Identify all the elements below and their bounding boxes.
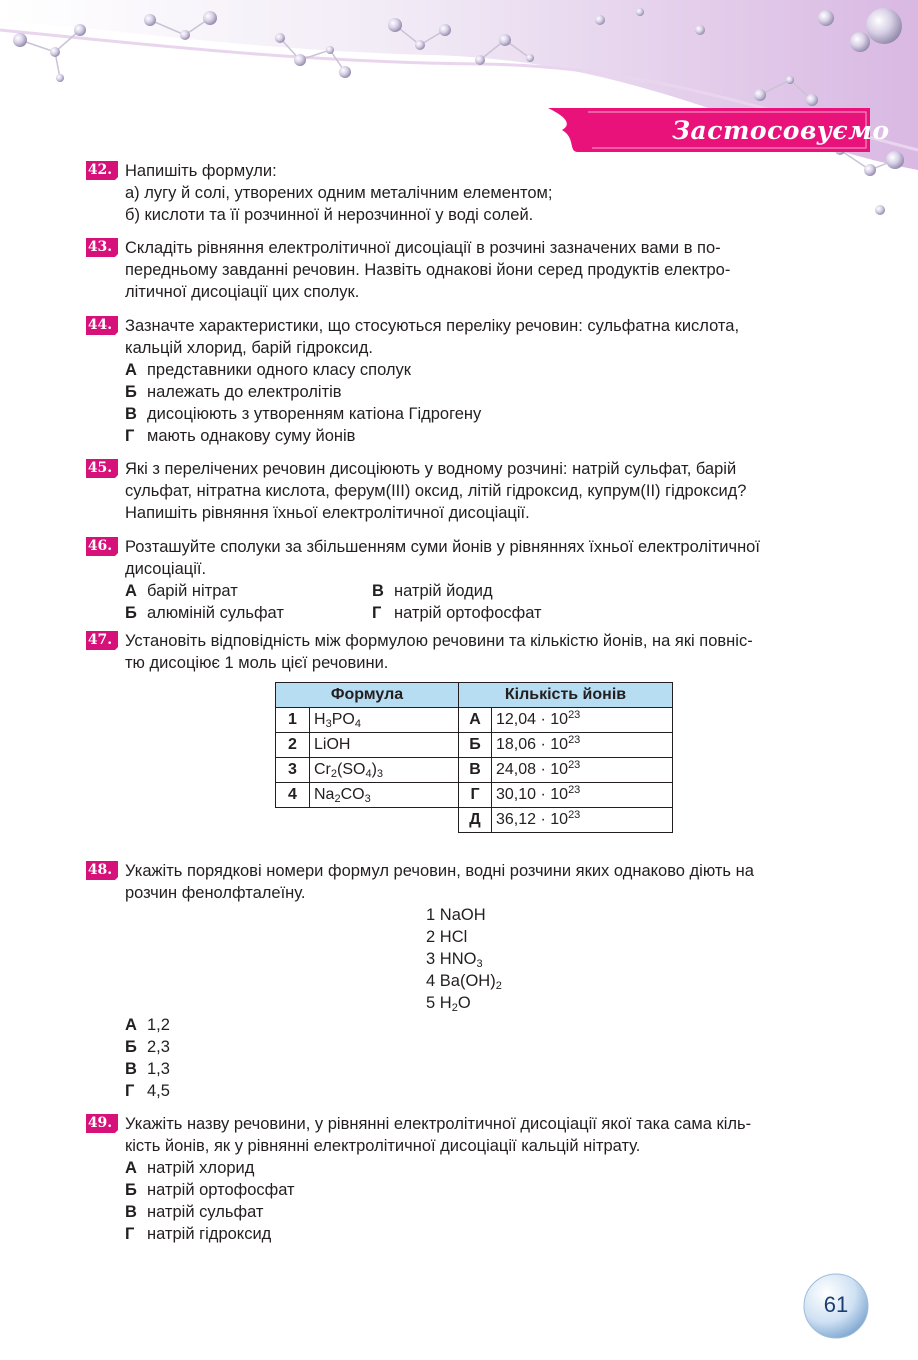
table-header-ion-count: Кількість йонів [459,683,673,708]
page-number: 61 [823,1292,849,1317]
option-letter: Б [125,604,137,622]
formula-item: 4 $Ba(OH)_2$ [426,972,502,992]
value-cell: $18,06 \cdot 10^{23}$ [492,733,673,758]
task-number: 48. [87,862,113,878]
table-row [276,733,673,758]
task-text-line: сульфат, нітратна кислота, ферум(ІІІ) оксид, літій гідроксид, купрум(ІІ) гідроксид? [125,482,747,500]
option-text: натрій хлорид [147,1159,255,1177]
answer-option [125,1080,830,1102]
task-text-line: літичної дисоціації цих сполук. [125,283,360,301]
task-number: 44. [87,317,113,333]
answer-option [125,1058,830,1080]
option-letter: Г [125,427,135,445]
option-letter: В [372,582,384,600]
task-text-line: Розташуйте сполуки за збільшенням суми йонів у рівняннях їхньої електролітичної [125,538,760,556]
task-text-line: Укажіть порядкові номери формул речовин, водні розчини яких однаково діють на [125,862,754,880]
option-text: 2,3 [147,1038,170,1056]
formula-item: 5 $H_2O$ [426,994,471,1014]
option-letter: В [125,405,137,423]
task-text-line: кість йонів, як у рівнянні електролітичної дисоціації кальцій нітрату. [125,1137,641,1155]
formula-number: 3 [276,758,310,783]
task-text-line: Складіть рівняння електролітичної дисоціації в розчині зазначених вами в по- [125,239,721,257]
answer-option [125,1036,830,1058]
section-title: Застосовуємо [672,116,890,145]
formula-number: 4 [276,783,310,808]
table-header-formula: Формула [276,683,459,708]
task-text-line: Які з перелічених речовин дисоціюють у водному розчині: натрій сульфат, барій [125,460,737,478]
answer-option [372,602,542,624]
task-number: 49. [87,1115,113,1131]
formula-number: 2 [276,733,310,758]
option-letter: Б [125,1181,137,1199]
answer-option [125,425,830,447]
task-text-line: дисоціації. [125,560,207,578]
option-text: мають однакову суму йонів [147,427,356,445]
value-letter: В [459,758,492,783]
formula-cell: $Na_2CO_3$ [310,783,459,808]
task-number: 42. [87,162,113,178]
task-text-line: тю дисоціює 1 моль цієї речовини. [125,654,389,672]
task-number: 46. [87,538,113,554]
formula-item: 2 HCl [426,928,468,946]
task-number: 43. [87,239,113,255]
value-cell: $24,08 \cdot 10^{23}$ [492,758,673,783]
option-text: натрій ортофосфат [394,604,542,622]
matching-table [275,682,673,833]
value-letter: А [459,708,492,733]
option-text: натрій гідроксид [147,1225,272,1243]
task-text-line: Установіть відповідність між формулою речовини та кількістю йонів, на які повніс- [125,632,753,650]
task-text-line: Укажіть назву речовини, у рівнянні електролітичної дисоціації якої така сама кіль- [125,1115,752,1133]
task-number: 45. [87,460,113,476]
option-letter: В [125,1060,137,1078]
option-text: 1,3 [147,1060,170,1078]
option-letter: Б [125,383,137,401]
formula-cell: LiOH [310,733,459,758]
answer-option [125,580,372,602]
option-text: барій нітрат [147,582,238,600]
formula-item: 3 $HNO_3$ [426,950,483,970]
answer-option [125,1223,830,1245]
task-text-line: б) кислоти та її розчинної й нерозчинної у воді солей. [125,206,534,224]
answer-option [125,1179,830,1201]
option-text: 4,5 [147,1082,170,1100]
option-text: алюміній сульфат [147,604,284,622]
option-text: 1,2 [147,1016,170,1034]
task-text-line: розчин фенолфталеїну. [125,884,306,902]
table-row [276,808,673,833]
task-text-line: Напишіть формули: [125,162,277,180]
table-row [276,708,673,733]
value-cell: $12,04 \cdot 10^{23}$ [492,708,673,733]
value-cell: $30,10 \cdot 10^{23}$ [492,783,673,808]
option-text: дисоціюють з утворенням катіона Гідрогену [147,405,482,423]
answer-option [125,602,372,624]
task-text-line: передньому завданні речовин. Назвіть однакові йони серед продуктів електро- [125,261,731,279]
table-row [276,783,673,808]
option-letter: Г [125,1225,135,1243]
option-text: натрій йодид [394,582,493,600]
option-letter: А [125,1159,137,1177]
value-letter: Б [459,733,492,758]
task-text-line: а) лугу й солі, утворених одним металічним елементом; [125,184,553,202]
option-text: натрій ортофосфат [147,1181,295,1199]
answer-option [125,403,830,425]
option-letter: А [125,582,137,600]
task-text-line: Зазначте характеристики, що стосуються переліку речовин: сульфатна кислота, [125,317,740,335]
option-text: належать до електролітів [147,383,342,401]
formula-number: 1 [276,708,310,733]
option-letter: Г [125,1082,135,1100]
answer-option [372,580,493,602]
option-letter: А [125,1016,137,1034]
answer-option [125,1157,830,1179]
formula-cell: $Cr_2(SO_4)_3$ [310,758,459,783]
option-letter: А [125,361,137,379]
option-letter: Г [372,604,382,622]
formula-cell: $H_3PO_4$ [310,708,459,733]
formula-list [426,904,502,1014]
task-number: 47. [87,632,113,648]
option-text: натрій сульфат [147,1203,264,1221]
formula-item: 1 NaOH [426,906,486,924]
option-letter: Б [125,1038,137,1056]
option-text: представники одного класу сполук [147,361,411,379]
value-letter: Г [459,783,492,808]
table-header-row [276,683,673,708]
option-letter: В [125,1203,137,1221]
answer-option [125,381,830,403]
answer-option [125,1014,830,1036]
value-cell: $36,12 \cdot 10^{23}$ [492,808,673,833]
task-text-line: кальцій хлорид, барій гідроксид. [125,339,373,357]
table-row [276,758,673,783]
value-letter: Д [459,808,492,833]
task-text-line: Напишіть рівняння їхньої електролітичної дисоціації. [125,504,530,522]
answer-option [125,359,830,381]
answer-option [125,1201,830,1223]
